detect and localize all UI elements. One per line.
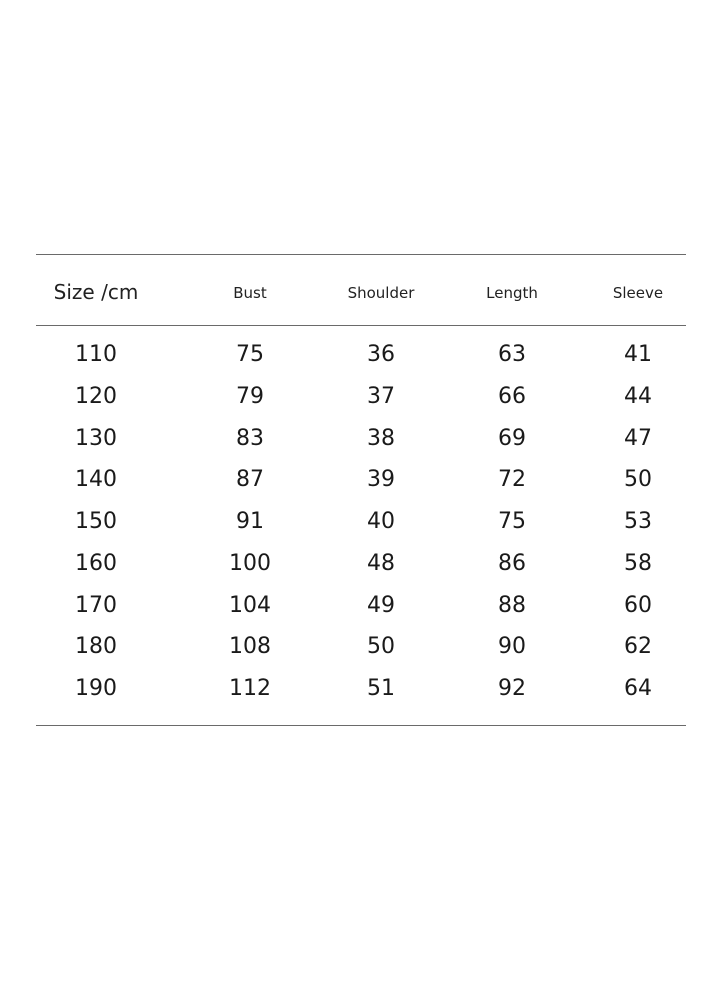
cell-length: 90 bbox=[498, 634, 526, 660]
cell-shoulder: 51 bbox=[367, 676, 395, 701]
table-header-rule bbox=[36, 325, 686, 326]
table-top-rule bbox=[36, 254, 686, 255]
cell-sleeve: 50 bbox=[624, 467, 652, 493]
cell-shoulder: 40 bbox=[367, 509, 395, 534]
cell-bust: 104 bbox=[229, 592, 271, 618]
cell-bust: 83 bbox=[236, 425, 264, 451]
cell-bust: 108 bbox=[229, 634, 271, 660]
table-row bbox=[0, 461, 726, 503]
header-length: Length bbox=[486, 284, 538, 302]
table-row bbox=[0, 670, 726, 712]
table-bottom-rule bbox=[36, 725, 686, 726]
cell-sleeve: 60 bbox=[624, 592, 652, 618]
cell-sleeve: 53 bbox=[624, 509, 652, 534]
cell-bust: 75 bbox=[236, 342, 264, 367]
cell-bust: 112 bbox=[229, 676, 271, 701]
header-sleeve: Sleeve bbox=[612, 284, 664, 302]
cell-sleeve: 58 bbox=[624, 550, 652, 576]
table-header-row bbox=[0, 270, 726, 314]
table-row bbox=[0, 587, 726, 629]
table-row bbox=[0, 336, 726, 378]
table-row bbox=[0, 420, 726, 462]
cell-length: 69 bbox=[498, 425, 526, 451]
cell-size: 160 bbox=[75, 550, 117, 576]
cell-size: 170 bbox=[75, 592, 117, 618]
cell-size: 110 bbox=[75, 342, 117, 367]
cell-size: 140 bbox=[75, 467, 117, 493]
table-row bbox=[0, 503, 726, 545]
cell-length: 88 bbox=[498, 592, 526, 618]
cell-length: 72 bbox=[498, 467, 526, 493]
cell-bust: 91 bbox=[236, 509, 264, 534]
cell-sleeve: 41 bbox=[624, 342, 652, 367]
cell-length: 66 bbox=[498, 383, 526, 409]
cell-shoulder: 37 bbox=[367, 383, 395, 409]
cell-length: 63 bbox=[498, 342, 526, 367]
table-row bbox=[0, 545, 726, 587]
cell-shoulder: 48 bbox=[367, 550, 395, 576]
table-row bbox=[0, 628, 726, 670]
cell-bust: 87 bbox=[236, 467, 264, 493]
table-row bbox=[0, 378, 726, 420]
cell-bust: 79 bbox=[236, 383, 264, 409]
cell-sleeve: 47 bbox=[624, 425, 652, 451]
header-shoulder: Shoulder bbox=[347, 284, 415, 302]
cell-sleeve: 64 bbox=[624, 676, 652, 701]
cell-sleeve: 62 bbox=[624, 634, 652, 660]
cell-bust: 100 bbox=[229, 550, 271, 576]
cell-shoulder: 49 bbox=[367, 592, 395, 618]
cell-size: 180 bbox=[75, 634, 117, 660]
cell-shoulder: 50 bbox=[367, 634, 395, 660]
cell-length: 92 bbox=[498, 676, 526, 701]
header-size: Size /cm bbox=[53, 280, 139, 304]
cell-sleeve: 44 bbox=[624, 383, 652, 409]
cell-size: 190 bbox=[75, 676, 117, 701]
cell-size: 130 bbox=[75, 425, 117, 451]
table-body bbox=[0, 336, 726, 712]
cell-length: 75 bbox=[498, 509, 526, 534]
cell-shoulder: 39 bbox=[367, 467, 395, 493]
cell-length: 86 bbox=[498, 550, 526, 576]
cell-size: 120 bbox=[75, 383, 117, 409]
cell-size: 150 bbox=[75, 509, 117, 534]
cell-shoulder: 36 bbox=[367, 342, 395, 367]
header-bust: Bust bbox=[233, 284, 267, 302]
cell-shoulder: 38 bbox=[367, 425, 395, 451]
